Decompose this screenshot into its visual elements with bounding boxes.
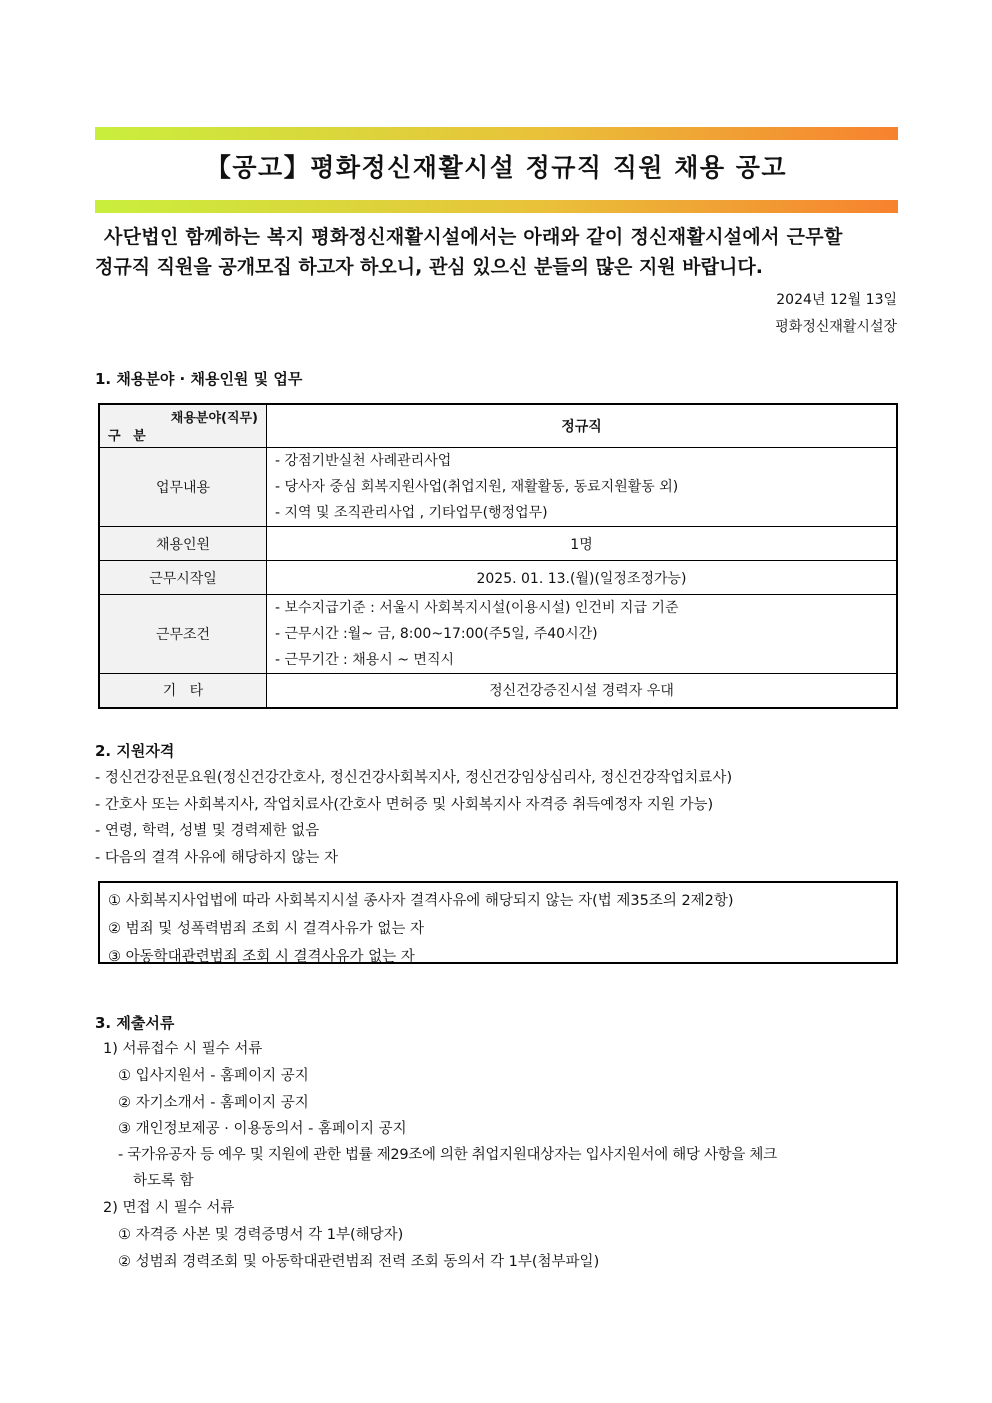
duty-item: - 당사자 중심 회복지원사업(취업지원, 재활활동, 동료지원활동 외) bbox=[275, 479, 679, 495]
duties-cell bbox=[267, 448, 898, 527]
start-date-value: 2025. 01. 13.(월)(일정조정가능) bbox=[267, 561, 898, 595]
qualification-list bbox=[95, 765, 732, 871]
table-header-corner bbox=[99, 404, 267, 448]
etc-value: 정신건강증진시설 경력자 우대 bbox=[267, 674, 898, 708]
conditions-label: 근무조건 bbox=[99, 595, 267, 674]
start-date-label: 근무시작일 bbox=[99, 561, 267, 595]
documents-sub1-list bbox=[118, 1063, 407, 1143]
intro-line-2: 정규직 직원을 공개모집 하고자 하오니, 관심 있으신 분들의 많은 지원 바랍니다. bbox=[95, 256, 763, 278]
duty-item: - 지역 및 조직관리사업 , 기타업무(행정업무) bbox=[275, 505, 548, 521]
veteran-note: - 국가유공자 등 예우 및 지원에 관한 법률 제29조에 의한 취업지원대상자는 입사지원서에 해당 사항을 체크 bbox=[118, 1147, 777, 1163]
list-item: - 간호사 또는 사회복지사, 작업치료사(간호사 면허증 및 사회복지사 자격증 취득예정자 지원 가능) bbox=[95, 796, 714, 813]
list-item: ③ 개인정보제공 · 이용동의서 - 홈페이지 공지 bbox=[118, 1121, 407, 1137]
disqualification-box bbox=[98, 881, 898, 964]
documents-sub2: 2) 면접 시 필수 서류 bbox=[103, 1200, 235, 1216]
header-job-field: 채용분야(직무) bbox=[170, 411, 258, 426]
duty-item: - 강점기반실천 사례관리사업 bbox=[275, 453, 452, 469]
top-decorative-bar bbox=[95, 127, 898, 140]
recruitment-table bbox=[98, 403, 898, 709]
section1-heading: 1. 채용분야 · 채용인원 및 업무 bbox=[95, 370, 303, 388]
box-item: ③ 아동학대관련범죄 조회 시 결격사유가 없는 자 bbox=[108, 949, 415, 965]
list-item: - 다음의 결격 사유에 해당하지 않는 자 bbox=[95, 849, 338, 866]
header-category: 구 분 bbox=[108, 429, 150, 444]
page-title: 【공고】평화정신재활시설 정규직 직원 채용 공고 bbox=[205, 153, 788, 182]
condition-item: - 보수지급기준 : 서울시 사회복지시설(이용시설) 인건비 지급 기준 bbox=[275, 600, 679, 616]
list-item: ② 성범죄 경력조회 및 아동학대관련범죄 전력 조회 동의서 각 1부(첨부파일) bbox=[118, 1253, 600, 1270]
section2-heading: 2. 지원자격 bbox=[95, 742, 175, 760]
list-item: - 연령, 학력, 성별 및 경력제한 없음 bbox=[95, 823, 320, 839]
list-item: ② 자기소개서 - 홈페이지 공지 bbox=[118, 1094, 309, 1111]
veteran-note-cont: 하도록 함 bbox=[133, 1173, 194, 1189]
documents-sub2-list bbox=[118, 1222, 599, 1275]
header-job-type: 정규직 bbox=[267, 404, 898, 448]
intro-paragraph bbox=[95, 222, 898, 282]
condition-item: - 근무시간 :월~ 금, 8:00~17:00(주5일, 주40시간) bbox=[275, 626, 598, 642]
headcount-label: 채용인원 bbox=[99, 527, 267, 561]
condition-item: - 근무기간 : 채용시 ~ 면직시 bbox=[275, 652, 454, 668]
bottom-decorative-bar bbox=[95, 200, 898, 213]
signer: 평화정신재활시설장 bbox=[775, 319, 897, 335]
duties-label: 업무내용 bbox=[99, 448, 267, 527]
list-item: ① 자격증 사본 및 경력증명서 각 1부(해당자) bbox=[118, 1227, 404, 1243]
documents-sub1: 1) 서류접수 시 필수 서류 bbox=[103, 1041, 263, 1057]
etc-label: 기 타 bbox=[99, 674, 267, 708]
section3-heading: 3. 제출서류 bbox=[95, 1014, 175, 1032]
list-item: - 정신건강전문요원(정신건강간호사, 정신건강사회복지사, 정신건강임상심리사, 정신건강작업치료사) bbox=[95, 770, 733, 786]
box-item: ② 범죄 및 성폭력범죄 조회 시 결격사유가 없는 자 bbox=[108, 921, 425, 937]
list-item: ① 입사지원서 - 홈페이지 공지 bbox=[118, 1068, 309, 1084]
intro-line-1: 사단법인 함께하는 복지 평화정신재활시설에서는 아래와 같이 정신재활시설에서 근무할 bbox=[104, 226, 843, 248]
headcount-value: 1명 bbox=[267, 527, 898, 561]
box-item: ① 사회복지사업법에 따라 사회복지시설 종사자 결격사유에 해당되지 않는 자(법 제35조의 2제2항) bbox=[108, 893, 734, 909]
announce-date: 2024년 12월 13일 bbox=[776, 292, 897, 308]
conditions-cell bbox=[267, 595, 898, 674]
